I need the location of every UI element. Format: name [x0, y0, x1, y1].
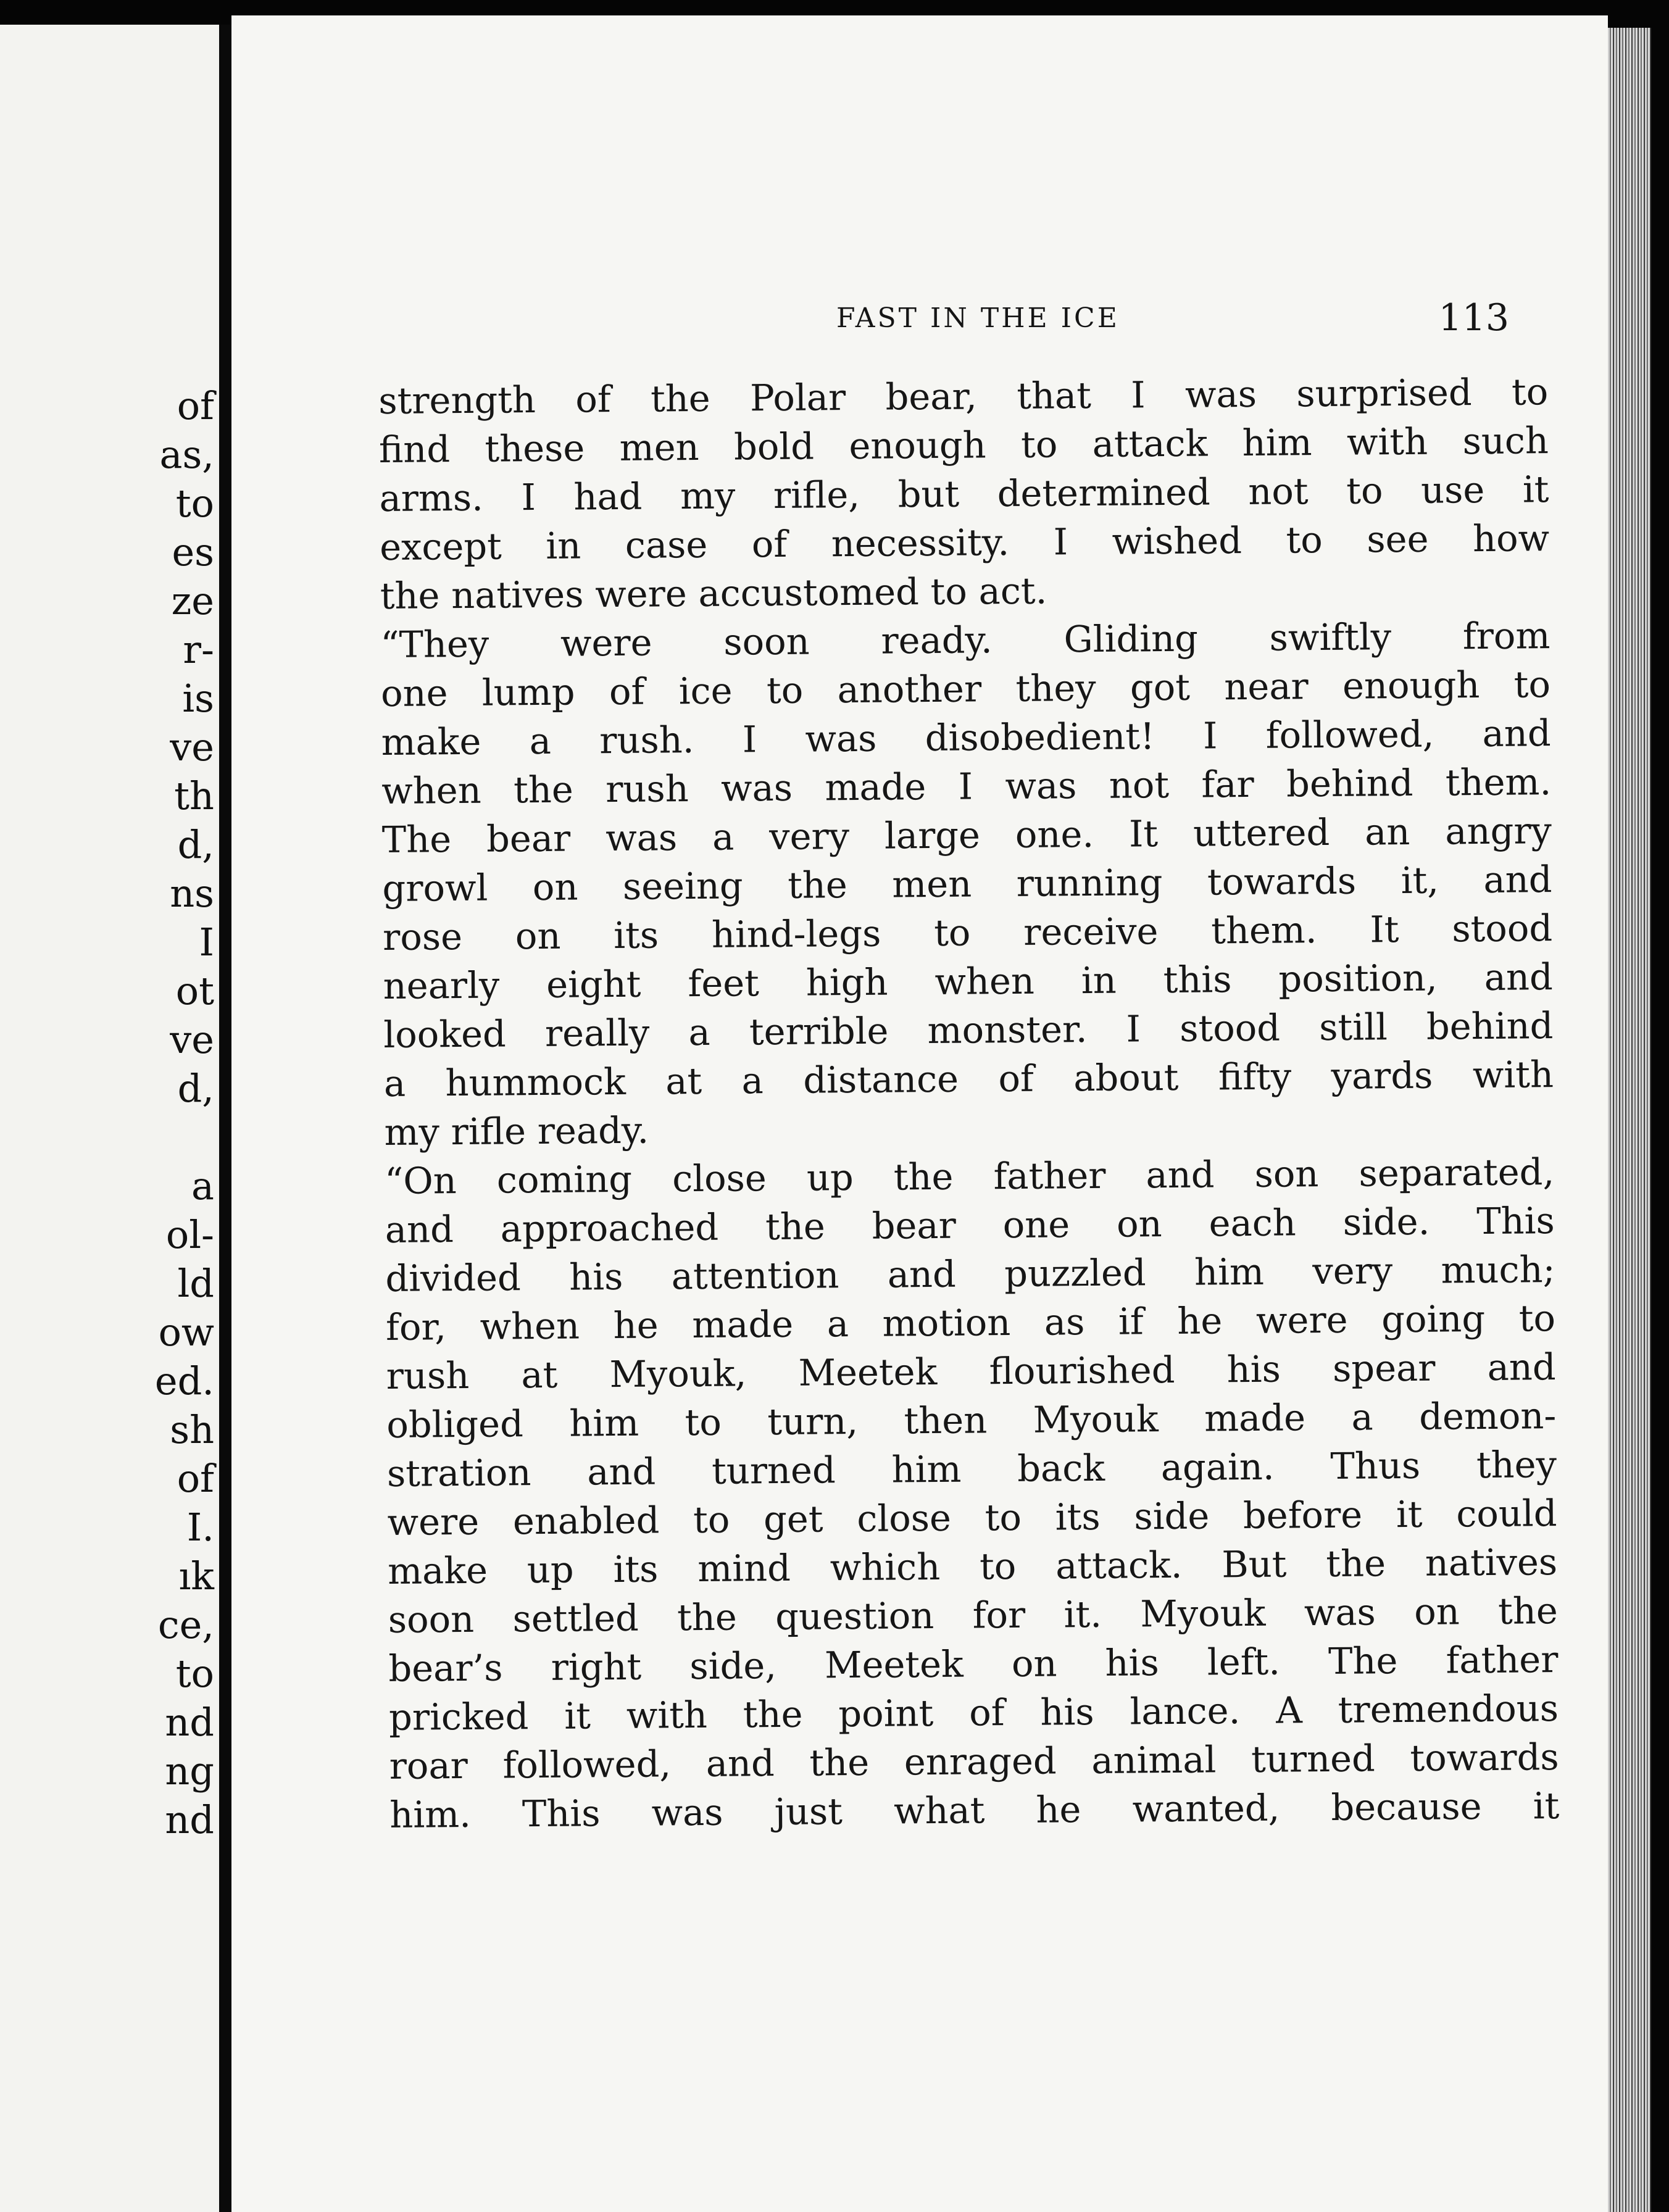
text-line: “They were soon ready. Gliding swiftly from	[380, 614, 1550, 666]
left-page-fragment: to	[175, 1651, 214, 1696]
text-line: except in case of necessity. I wished to see how	[379, 517, 1550, 568]
text-line: obliged him to turn, then Myouk made a demon-	[386, 1394, 1557, 1446]
left-page-fragment: ze	[171, 578, 214, 623]
left-page-fragment: ed.	[154, 1358, 214, 1403]
text-line: when the rush was made I was not far behind them.	[381, 760, 1552, 812]
text-line: nearly eight feet high when in this position, and	[383, 955, 1553, 1007]
left-page-fragment: of	[177, 383, 214, 428]
paragraph	[385, 1147, 1560, 1839]
text-line: strength of the Polar bear, that I was surprised to	[378, 370, 1549, 422]
left-page-fragment: ce,	[157, 1602, 214, 1647]
text-line: my rifle ready.	[384, 1108, 649, 1154]
left-page-fragment: to	[175, 481, 214, 526]
text-line: were enabled to get close to its side before it could	[387, 1492, 1557, 1544]
text-line: find these men bold enough to attack him with such	[378, 419, 1549, 471]
text-line: stration and turned him back again. Thus they	[386, 1443, 1557, 1495]
left-page-fragment: r-	[183, 627, 214, 672]
text-line: bear’s right side, Meetek on his left. The father	[388, 1638, 1559, 1690]
text-line: The bear was a very large one. It uttered an angry	[381, 809, 1552, 861]
left-page-fragment	[140, 1113, 214, 1162]
page-header	[380, 296, 1509, 346]
text-line: the natives were accustomed to act.	[380, 569, 1047, 617]
left-page-fragment: d,	[177, 1066, 214, 1111]
text-line: one lump of ice to another they got near enough to	[380, 663, 1551, 715]
text-line: growl on seeing the men running towards it, and	[382, 858, 1552, 910]
left-page-fragment: ve	[170, 725, 214, 770]
left-page-text-fragments	[140, 381, 214, 1844]
left-page-fragment: ve	[170, 1017, 214, 1062]
text-line: rush at Myouk, Meetek flourished his spear and	[386, 1345, 1556, 1397]
left-page-fragment: is	[182, 676, 214, 721]
left-page-fragment: ık	[178, 1553, 214, 1599]
left-page-fragment: I	[199, 920, 214, 965]
left-page-fragment: ol-	[165, 1212, 214, 1257]
left-page-fragment: d,	[177, 822, 214, 867]
page-edges	[1608, 28, 1651, 2212]
left-facing-page	[0, 25, 219, 2212]
book-page	[231, 15, 1608, 2212]
running-head: FAST IN THE ICE	[836, 302, 1120, 334]
left-page-fragment: ow	[158, 1310, 214, 1355]
text-line: looked really a terrible monster. I stood still behind	[383, 1004, 1554, 1056]
page-number: 113	[1438, 296, 1509, 339]
book-gutter	[219, 25, 231, 2212]
text-line: soon settled the question for it. Myouk was on the	[388, 1589, 1559, 1641]
text-line: a hummock at a distance of about fifty yards with	[383, 1053, 1554, 1105]
text-line: him. This was just what he wanted, because it	[389, 1784, 1560, 1836]
text-line: make up its mind which to attack. But the natives	[387, 1540, 1558, 1592]
left-page-fragment: of	[177, 1456, 214, 1501]
left-page-fragment: ld	[177, 1261, 214, 1306]
body-text	[378, 367, 1560, 1839]
text-line: and approached the bear one on each side. This	[385, 1199, 1555, 1251]
text-line: for, when he made a motion as if he were going to	[385, 1297, 1556, 1349]
text-line: “On coming close up the father and son separated,	[384, 1150, 1555, 1202]
left-page-fragment: nd	[165, 1797, 214, 1842]
left-page-fragment: ot	[175, 968, 214, 1013]
paragraph	[378, 367, 1550, 620]
text-line: pricked it with the point of his lance. A tremendous	[388, 1687, 1559, 1739]
left-page-fragment: as,	[159, 432, 214, 477]
text-line: divided his attention and puzzled him very much;	[385, 1248, 1555, 1300]
left-page-fragment: nd	[165, 1700, 214, 1745]
left-page-fragment: th	[174, 773, 214, 818]
text-line: roar followed, and the enraged animal turned towards	[389, 1736, 1559, 1787]
left-page-fragment: I.	[186, 1505, 214, 1550]
left-page-fragment: a	[191, 1163, 214, 1208]
left-page-fragment: sh	[170, 1407, 214, 1452]
left-page-fragment: ng	[165, 1748, 214, 1794]
left-page-fragment: es	[172, 530, 214, 575]
text-line: arms. I had my rifle, but determined not to use it	[379, 468, 1549, 520]
text-line: rose on its hind-legs to receive them. It stood	[382, 907, 1553, 958]
left-page-fragment: ns	[170, 871, 214, 916]
paragraph	[380, 611, 1554, 1157]
text-line: make a rush. I was disobedient! I followed, and	[381, 712, 1551, 763]
